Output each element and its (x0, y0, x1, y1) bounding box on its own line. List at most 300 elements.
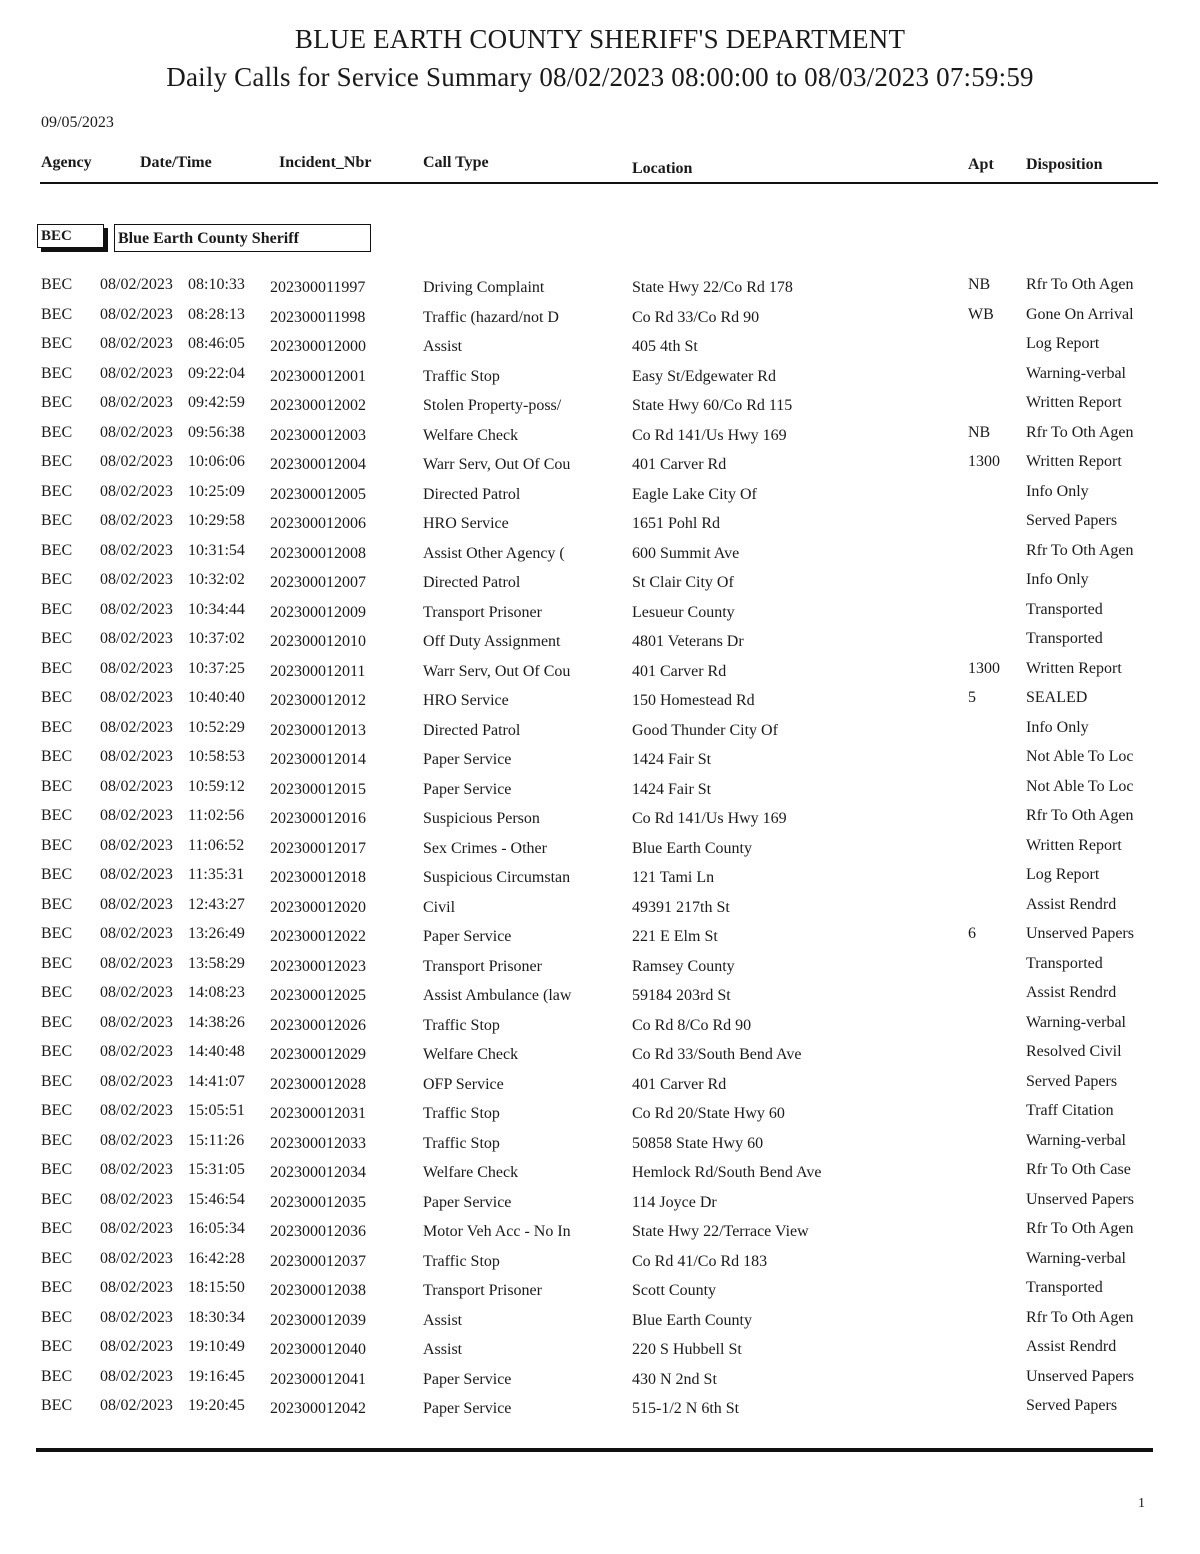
cell-location: Ramsey County (632, 957, 735, 975)
cell-time: 19:20:45 (188, 1397, 245, 1414)
cell-location: 401 Carver Rd (632, 662, 727, 680)
cell-time: 10:32:02 (188, 571, 245, 588)
cell-date: 08/02/2023 (100, 1220, 173, 1237)
cell-agency: BEC (41, 748, 73, 765)
cell-call-type: Assist Other Agency ( (423, 544, 565, 562)
cell-time: 09:42:59 (188, 394, 245, 411)
cell-disposition: Rfr To Oth Agen (1026, 1308, 1134, 1326)
cell-time: 08:10:33 (188, 276, 245, 293)
cell-call-type: Traffic Stop (423, 367, 500, 385)
cell-date: 08/02/2023 (100, 1397, 173, 1414)
footer-divider (36, 1448, 1153, 1452)
cell-incident-nbr: 202300012038 (270, 1282, 366, 1299)
cell-location: 401 Carver Rd (632, 456, 727, 473)
cell-call-type: Transport Prisoner (423, 603, 542, 621)
cell-call-type: OFP Service (423, 1075, 504, 1093)
cell-call-type: Paper Service (423, 751, 512, 768)
cell-disposition: Assist Rendrd (1026, 1338, 1117, 1355)
cell-disposition: Gone On Arrival (1026, 305, 1134, 323)
cell-agency: BEC (41, 777, 73, 795)
cell-call-type: Welfare Check (423, 1046, 519, 1063)
cell-incident-nbr: 202300012000 (270, 338, 366, 355)
table-row (0, 1309, 1200, 1339)
cell-apt: 5 (968, 689, 976, 706)
cell-disposition: Resolved Civil (1026, 1043, 1122, 1060)
table-row (0, 984, 1200, 1014)
cell-date: 08/02/2023 (100, 305, 173, 323)
cell-call-type: Assist (423, 1311, 463, 1329)
cell-apt: WB (968, 305, 994, 323)
cell-date: 08/02/2023 (100, 748, 173, 765)
cell-disposition: SEALED (1026, 689, 1088, 706)
cell-location: 121 Tami Ln (632, 869, 715, 886)
cell-date: 08/02/2023 (100, 1308, 173, 1326)
cell-call-type: Suspicious Circumstan (423, 869, 571, 886)
agency-name-box: Blue Earth County Sheriff (114, 224, 371, 252)
cell-date: 08/02/2023 (100, 954, 173, 972)
cell-disposition: Warning-verbal (1026, 1013, 1126, 1031)
cell-apt: NB (968, 423, 991, 441)
cell-date: 08/02/2023 (100, 1131, 173, 1149)
cell-agency: BEC (41, 1013, 73, 1031)
cell-agency: BEC (41, 689, 73, 706)
table-row (0, 1220, 1200, 1250)
cell-date: 08/02/2023 (100, 1013, 173, 1031)
cell-location: Scott County (632, 1282, 717, 1299)
table-row (0, 424, 1200, 454)
table-row (0, 689, 1200, 719)
cell-date: 08/02/2023 (100, 689, 173, 706)
cell-time: 15:11:26 (188, 1131, 245, 1149)
cell-location: 221 E Elm St (632, 928, 718, 945)
cell-incident-nbr: 202300012015 (270, 780, 366, 798)
cell-agency: BEC (41, 659, 73, 677)
cell-time: 10:37:25 (188, 659, 245, 677)
cell-location: 150 Homestead Rd (632, 692, 755, 709)
cell-date: 08/02/2023 (100, 1367, 173, 1385)
cell-disposition: Assist Rendrd (1026, 984, 1117, 1001)
cell-incident-nbr: 202300012016 (270, 810, 366, 827)
cell-location: 515-1/2 N 6th St (632, 1400, 740, 1417)
cell-disposition: Warning-verbal (1026, 364, 1126, 382)
cell-apt: NB (968, 276, 991, 293)
cell-incident-nbr: 202300012025 (270, 987, 366, 1004)
table-row (0, 1161, 1200, 1191)
cell-time: 10:31:54 (188, 541, 245, 559)
cell-disposition: Rfr To Oth Agen (1026, 276, 1134, 293)
table-row (0, 1014, 1200, 1044)
cell-time: 10:06:06 (188, 453, 245, 470)
cell-call-type: Suspicious Person (423, 810, 540, 827)
cell-disposition: Info Only (1026, 718, 1089, 736)
table-row (0, 1397, 1200, 1427)
cell-agency: BEC (41, 954, 73, 972)
cell-incident-nbr: 202300012013 (270, 721, 366, 739)
cell-location: 405 4th St (632, 338, 698, 355)
cell-date: 08/02/2023 (100, 335, 173, 352)
cell-incident-nbr: 202300012005 (270, 485, 366, 503)
cell-disposition: Warning-verbal (1026, 1131, 1126, 1149)
cell-time: 10:29:58 (188, 512, 245, 529)
cell-time: 18:30:34 (188, 1308, 245, 1326)
cell-incident-nbr: 202300012036 (270, 1223, 366, 1240)
cell-call-type: Warr Serv, Out Of Cou (423, 456, 571, 473)
cell-agency: BEC (41, 1397, 73, 1414)
cell-date: 08/02/2023 (100, 1338, 173, 1355)
cell-location: 59184 203rd St (632, 987, 731, 1004)
cell-incident-nbr: 202300012035 (270, 1193, 366, 1211)
cell-time: 08:28:13 (188, 305, 245, 323)
cell-disposition: Written Report (1026, 659, 1122, 677)
cell-call-type: Paper Service (423, 1370, 512, 1388)
table-row (0, 866, 1200, 896)
table-row (0, 601, 1200, 631)
cell-call-type: Traffic Stop (423, 1016, 500, 1034)
cell-date: 08/02/2023 (100, 659, 173, 677)
cell-incident-nbr: 202300012008 (270, 544, 366, 562)
cell-incident-nbr: 202300011997 (270, 279, 366, 296)
cell-time: 12:43:27 (188, 895, 245, 913)
cell-time: 16:42:28 (188, 1249, 245, 1267)
cell-call-type: Paper Service (423, 780, 512, 798)
cell-time: 13:58:29 (188, 954, 245, 972)
cell-call-type: Directed Patrol (423, 721, 521, 739)
cell-disposition: Info Only (1026, 482, 1089, 500)
cell-disposition: Served Papers (1026, 1072, 1118, 1090)
cell-location: Co Rd 141/Us Hwy 169 (632, 810, 787, 827)
table-row (0, 542, 1200, 572)
cell-agency: BEC (41, 1249, 73, 1267)
cell-date: 08/02/2023 (100, 836, 173, 854)
col-header-call-type: Call Type (423, 154, 489, 171)
cell-agency: BEC (41, 423, 73, 441)
cell-call-type: Welfare Check (423, 426, 519, 444)
cell-incident-nbr: 202300012004 (270, 456, 366, 473)
cell-incident-nbr: 202300012039 (270, 1311, 366, 1329)
cell-location: Blue Earth County (632, 839, 752, 857)
cell-incident-nbr: 202300012040 (270, 1341, 366, 1358)
table-row (0, 1132, 1200, 1162)
agency-code-box: BEC (37, 224, 104, 248)
cell-location: 430 N 2nd St (632, 1370, 717, 1388)
cell-time: 14:08:23 (188, 984, 245, 1001)
col-header-datetime: Date/Time (140, 154, 212, 171)
cell-incident-nbr: 202300012034 (270, 1164, 366, 1181)
cell-location: Co Rd 8/Co Rd 90 (632, 1016, 752, 1034)
col-header-apt: Apt (968, 156, 994, 173)
table-row (0, 1043, 1200, 1073)
cell-call-type: Directed Patrol (423, 574, 521, 591)
cell-call-type: HRO Service (423, 692, 509, 709)
cell-time: 13:26:49 (188, 925, 245, 942)
cell-time: 15:46:54 (188, 1190, 245, 1208)
cell-disposition: Assist Rendrd (1026, 895, 1117, 913)
table-row (0, 483, 1200, 513)
cell-agency: BEC (41, 394, 73, 411)
cell-agency: BEC (41, 512, 73, 529)
cell-agency: BEC (41, 571, 73, 588)
table-row (0, 1279, 1200, 1309)
cell-location: Easy St/Edgewater Rd (632, 367, 776, 385)
cell-location: State Hwy 22/Terrace View (632, 1223, 809, 1240)
cell-location: 600 Summit Ave (632, 544, 740, 562)
cell-agency: BEC (41, 1338, 73, 1355)
cell-disposition: Written Report (1026, 394, 1122, 411)
cell-disposition: Log Report (1026, 866, 1100, 883)
cell-time: 10:58:53 (188, 748, 245, 765)
cell-time: 10:34:44 (188, 600, 245, 618)
cell-time: 18:15:50 (188, 1279, 245, 1296)
cell-call-type: Traffic Stop (423, 1252, 500, 1270)
cell-time: 19:10:49 (188, 1338, 245, 1355)
cell-disposition: Transported (1026, 954, 1103, 972)
page-number: 1 (1138, 1496, 1145, 1511)
table-row (0, 276, 1200, 306)
cell-location: State Hwy 22/Co Rd 178 (632, 279, 793, 296)
table-row (0, 394, 1200, 424)
cell-date: 08/02/2023 (100, 364, 173, 382)
cell-date: 08/02/2023 (100, 1279, 173, 1296)
cell-agency: BEC (41, 364, 73, 382)
cell-location: Co Rd 33/South Bend Ave (632, 1046, 802, 1063)
cell-call-type: Transport Prisoner (423, 957, 542, 975)
cell-incident-nbr: 202300012042 (270, 1400, 366, 1417)
cell-time: 15:05:51 (188, 1102, 245, 1119)
cell-call-type: Motor Veh Acc - No In (423, 1223, 571, 1240)
cell-location: 1424 Fair St (632, 780, 712, 798)
cell-call-type: HRO Service (423, 515, 509, 532)
col-header-incident-nbr: Incident_Nbr (279, 154, 372, 171)
cell-location: 49391 217th St (632, 898, 730, 916)
table-row (0, 719, 1200, 749)
cell-location: Co Rd 41/Co Rd 183 (632, 1252, 768, 1270)
cell-date: 08/02/2023 (100, 394, 173, 411)
table-row (0, 1338, 1200, 1368)
cell-call-type: Assist (423, 1341, 463, 1358)
cell-time: 11:06:52 (188, 836, 245, 854)
cell-agency: BEC (41, 1220, 73, 1237)
cell-agency: BEC (41, 718, 73, 736)
cell-location: St Clair City Of (632, 574, 734, 591)
table-row (0, 896, 1200, 926)
cell-date: 08/02/2023 (100, 482, 173, 500)
table-row (0, 807, 1200, 837)
table-row (0, 512, 1200, 542)
cell-date: 08/02/2023 (100, 276, 173, 293)
cell-location: State Hwy 60/Co Rd 115 (632, 397, 793, 414)
cell-disposition: Transported (1026, 630, 1103, 647)
cell-date: 08/02/2023 (100, 541, 173, 559)
cell-call-type: Welfare Check (423, 1164, 519, 1181)
cell-call-type: Stolen Property-poss/ (423, 397, 562, 414)
cell-date: 08/02/2023 (100, 1249, 173, 1267)
cell-date: 08/02/2023 (100, 600, 173, 618)
cell-agency: BEC (41, 1308, 73, 1326)
cell-incident-nbr: 202300012017 (270, 839, 366, 857)
cell-date: 08/02/2023 (100, 1043, 173, 1060)
cell-date: 08/02/2023 (100, 925, 173, 942)
cell-time: 15:31:05 (188, 1161, 245, 1178)
table-row (0, 778, 1200, 808)
cell-time: 10:52:29 (188, 718, 245, 736)
report-title: BLUE EARTH COUNTY SHERIFF'S DEPARTMENT (294, 24, 906, 54)
cell-incident-nbr: 202300012006 (270, 515, 366, 532)
cell-incident-nbr: 202300012018 (270, 869, 366, 886)
cell-agency: BEC (41, 335, 73, 352)
cell-time: 09:22:04 (188, 364, 245, 382)
cell-disposition: Written Report (1026, 836, 1122, 854)
cell-time: 16:05:34 (188, 1220, 245, 1237)
table-row (0, 748, 1200, 778)
cell-location: Good Thunder City Of (632, 721, 778, 739)
cell-time: 19:16:45 (188, 1367, 245, 1385)
cell-call-type: Paper Service (423, 928, 512, 945)
cell-incident-nbr: 202300012002 (270, 397, 366, 414)
cell-location: 1651 Pohl Rd (632, 515, 721, 532)
cell-date: 08/02/2023 (100, 453, 173, 470)
cell-location: Co Rd 141/Us Hwy 169 (632, 426, 787, 444)
cell-agency: BEC (41, 1279, 73, 1296)
table-row (0, 1368, 1200, 1398)
cell-agency: BEC (41, 836, 73, 854)
cell-incident-nbr: 202300012007 (270, 574, 366, 591)
cell-location: 1424 Fair St (632, 751, 712, 768)
cell-incident-nbr: 202300012023 (270, 957, 366, 975)
table-row (0, 335, 1200, 365)
cell-agency: BEC (41, 866, 73, 883)
cell-agency: BEC (41, 1161, 73, 1178)
cell-disposition: Written Report (1026, 453, 1122, 470)
print-date: 09/05/2023 (41, 114, 114, 131)
cell-call-type: Sex Crimes - Other (423, 839, 547, 857)
col-header-disposition: Disposition (1026, 156, 1103, 173)
cell-agency: BEC (41, 1102, 73, 1119)
cell-disposition: Rfr To Oth Case (1026, 1161, 1131, 1178)
table-row (0, 453, 1200, 483)
cell-call-type: Civil (423, 898, 456, 916)
table-row (0, 925, 1200, 955)
cell-agency: BEC (41, 1367, 73, 1385)
cell-incident-nbr: 202300012003 (270, 426, 366, 444)
cell-agency: BEC (41, 482, 73, 500)
cell-location: 220 S Hubbell St (632, 1341, 742, 1358)
cell-disposition: Transported (1026, 600, 1103, 618)
cell-date: 08/02/2023 (100, 1102, 173, 1119)
cell-date: 08/02/2023 (100, 807, 173, 824)
cell-agency: BEC (41, 925, 73, 942)
cell-disposition: Rfr To Oth Agen (1026, 807, 1134, 824)
cell-disposition: Log Report (1026, 335, 1100, 352)
cell-location: 401 Carver Rd (632, 1075, 727, 1093)
cell-time: 10:59:12 (188, 777, 245, 795)
cell-time: 14:40:48 (188, 1043, 245, 1060)
cell-agency: BEC (41, 453, 73, 470)
cell-apt: 6 (968, 925, 976, 942)
cell-location: Hemlock Rd/South Bend Ave (632, 1164, 822, 1181)
cell-incident-nbr: 202300012011 (270, 662, 366, 680)
table-row (0, 955, 1200, 985)
cell-disposition: Served Papers (1026, 512, 1118, 529)
report-subtitle: Daily Calls for Service Summary 08/02/2023 08:00:00 to 08/03/2023 07:59:59 (166, 62, 1034, 92)
cell-call-type: Traffic Stop (423, 1134, 500, 1152)
cell-time: 14:38:26 (188, 1013, 245, 1031)
cell-disposition: Warning-verbal (1026, 1249, 1126, 1267)
cell-agency: BEC (41, 984, 73, 1001)
table-row (0, 365, 1200, 395)
cell-date: 08/02/2023 (100, 777, 173, 795)
cell-incident-nbr: 202300012031 (270, 1105, 366, 1122)
header-divider (40, 182, 1158, 184)
cell-incident-nbr: 202300011998 (270, 308, 366, 326)
cell-disposition: Not Able To Loc (1026, 748, 1134, 765)
cell-time: 10:37:02 (188, 630, 245, 647)
table-row (0, 660, 1200, 690)
cell-date: 08/02/2023 (100, 630, 173, 647)
cell-location: 114 Joyce Dr (632, 1193, 717, 1211)
cell-agency: BEC (41, 600, 73, 618)
cell-date: 08/02/2023 (100, 1161, 173, 1178)
cell-call-type: Traffic Stop (423, 1105, 500, 1122)
cell-disposition: Unserved Papers (1026, 1367, 1134, 1385)
cell-agency: BEC (41, 807, 73, 824)
table-row (0, 630, 1200, 660)
cell-time: 10:40:40 (188, 689, 245, 706)
cell-call-type: Transport Prisoner (423, 1282, 542, 1299)
cell-disposition: Rfr To Oth Agen (1026, 1220, 1134, 1237)
cell-agency: BEC (41, 305, 73, 323)
cell-agency: BEC (41, 1190, 73, 1208)
cell-call-type: Assist Ambulance (law (423, 987, 572, 1004)
cell-incident-nbr: 202300012001 (270, 367, 366, 385)
cell-call-type: Paper Service (423, 1193, 512, 1211)
table-row (0, 1191, 1200, 1221)
table-row (0, 306, 1200, 336)
cell-call-type: Driving Complaint (423, 279, 545, 296)
cell-incident-nbr: 202300012041 (270, 1370, 366, 1388)
table-row (0, 837, 1200, 867)
cell-incident-nbr: 202300012033 (270, 1134, 366, 1152)
cell-incident-nbr: 202300012022 (270, 928, 366, 945)
table-row (0, 1102, 1200, 1132)
calls-table (0, 276, 1200, 1427)
cell-call-type: Directed Patrol (423, 485, 521, 503)
cell-disposition: Info Only (1026, 571, 1089, 588)
cell-agency: BEC (41, 1043, 73, 1060)
cell-date: 08/02/2023 (100, 984, 173, 1001)
cell-incident-nbr: 202300012037 (270, 1252, 366, 1270)
cell-disposition: Traff Citation (1026, 1102, 1114, 1119)
table-row (0, 571, 1200, 601)
cell-date: 08/02/2023 (100, 512, 173, 529)
cell-agency: BEC (41, 276, 73, 293)
cell-call-type: Traffic (hazard/not D (423, 308, 559, 326)
cell-disposition: Unserved Papers (1026, 1190, 1134, 1208)
cell-date: 08/02/2023 (100, 571, 173, 588)
cell-incident-nbr: 202300012009 (270, 603, 366, 621)
cell-apt: 1300 (968, 659, 1000, 677)
cell-date: 08/02/2023 (100, 895, 173, 913)
cell-disposition: Unserved Papers (1026, 925, 1134, 942)
cell-apt: 1300 (968, 453, 1000, 470)
cell-disposition: Served Papers (1026, 1397, 1118, 1414)
col-header-location: Location (632, 160, 693, 177)
cell-date: 08/02/2023 (100, 1072, 173, 1090)
cell-time: 08:46:05 (188, 335, 245, 352)
cell-date: 08/02/2023 (100, 718, 173, 736)
cell-time: 11:02:56 (188, 807, 245, 824)
col-header-agency: Agency (41, 154, 92, 171)
cell-incident-nbr: 202300012029 (270, 1046, 366, 1063)
